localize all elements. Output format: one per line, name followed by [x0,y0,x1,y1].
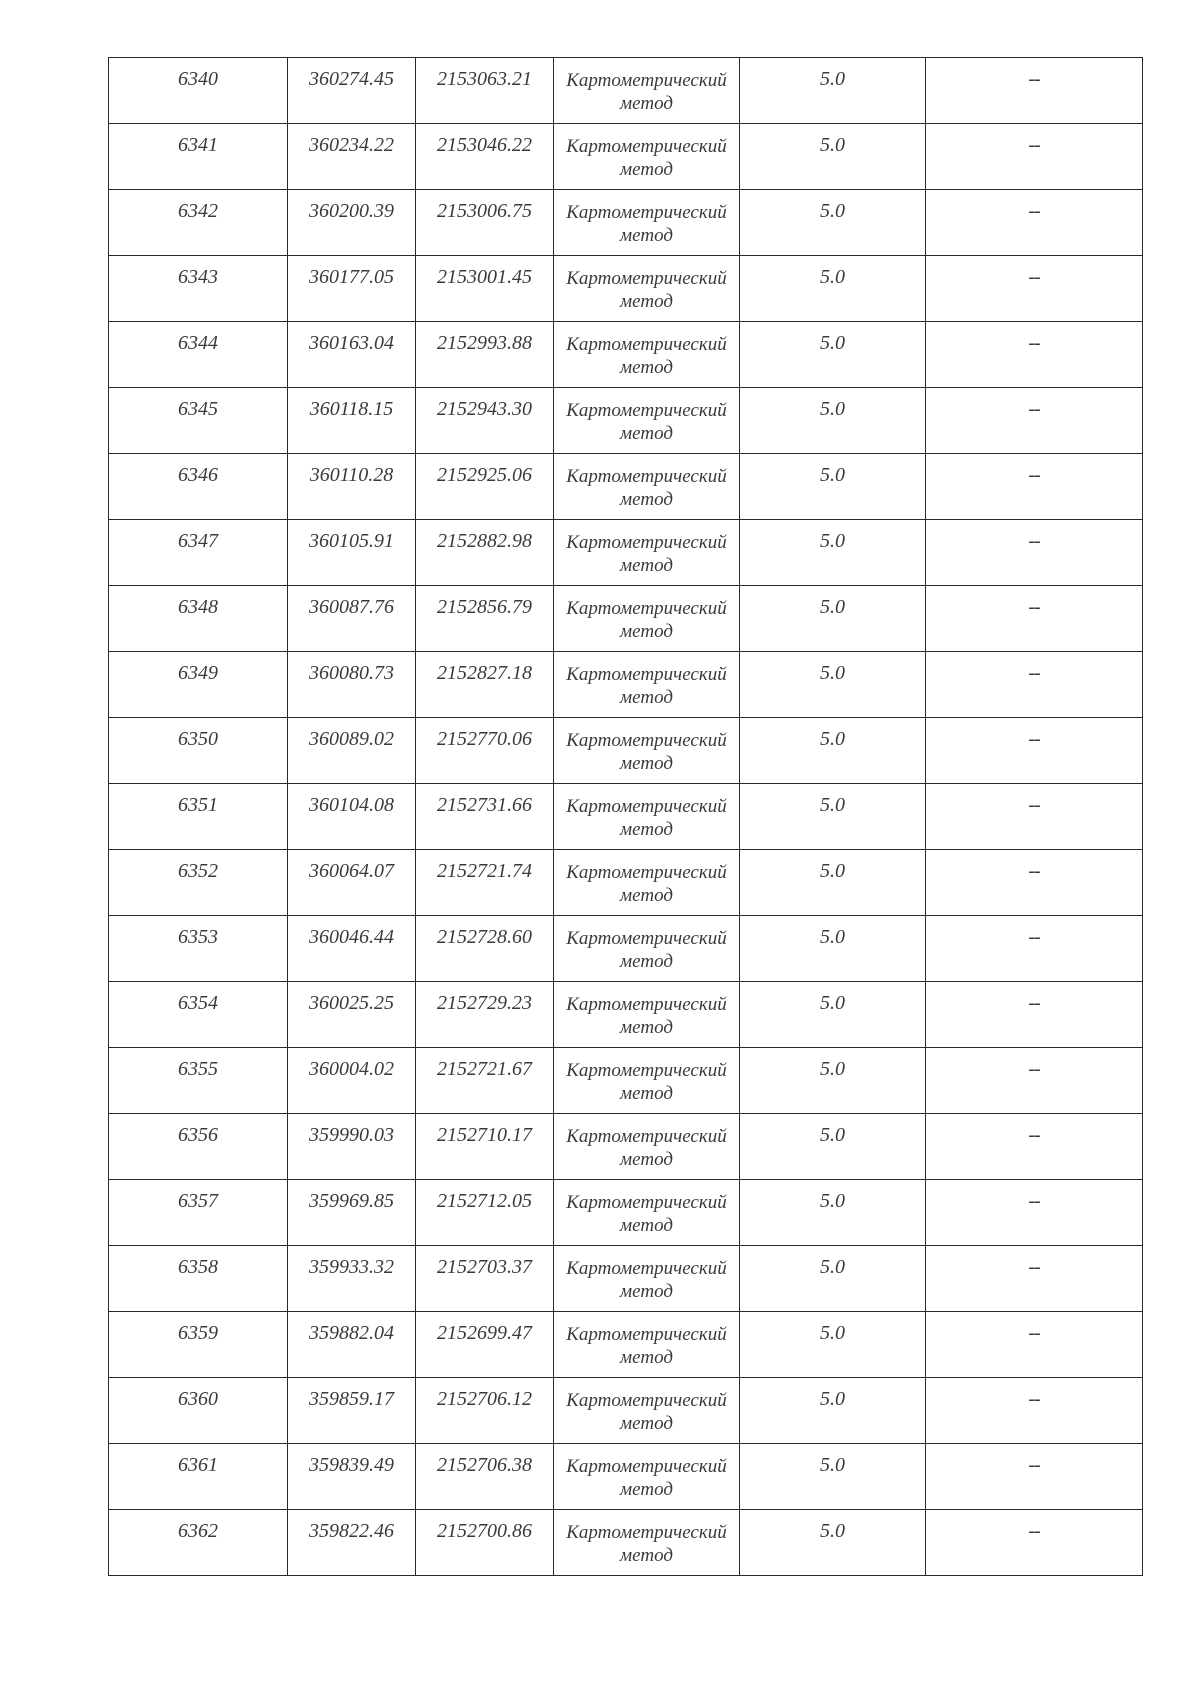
method-line-1: Картометрический [566,1522,727,1543]
method-line-2: метод [620,1347,673,1368]
method-cell [554,1312,740,1378]
note-cell: -- [926,124,1143,190]
point-number-cell: 6355 [109,1048,288,1114]
method-line-2: метод [620,621,673,642]
x-coordinate-cell: 359933.32 [288,1246,416,1312]
table-row [109,256,1143,322]
y-coordinate-cell: 2152721.74 [416,850,554,916]
table-row [109,1444,1143,1510]
note-cell: -- [926,190,1143,256]
method-cell [554,1048,740,1114]
note-cell: -- [926,916,1143,982]
accuracy-cell: 5.0 [740,1246,926,1312]
method-cell [554,916,740,982]
table-row [109,784,1143,850]
coordinates-table [108,57,1143,1576]
x-coordinate-cell: 360025.25 [288,982,416,1048]
point-number-cell: 6343 [109,256,288,322]
y-coordinate-cell: 2152706.38 [416,1444,554,1510]
x-coordinate-cell: 360064.07 [288,850,416,916]
accuracy-cell: 5.0 [740,1444,926,1510]
method-cell [554,190,740,256]
y-coordinate-cell: 2152827.18 [416,652,554,718]
method-line-2: метод [620,225,673,246]
point-number-cell: 6362 [109,1510,288,1576]
method-cell [554,1114,740,1180]
method-cell [554,982,740,1048]
y-coordinate-cell: 2152729.23 [416,982,554,1048]
note-cell: -- [926,1312,1143,1378]
accuracy-cell: 5.0 [740,1048,926,1114]
y-coordinate-cell: 2152731.66 [416,784,554,850]
table-row [109,718,1143,784]
y-coordinate-cell: 2152721.67 [416,1048,554,1114]
point-number-cell: 6360 [109,1378,288,1444]
point-number-cell: 6358 [109,1246,288,1312]
method-line-1: Картометрический [566,796,727,817]
x-coordinate-cell: 359839.49 [288,1444,416,1510]
note-cell: -- [926,652,1143,718]
y-coordinate-cell: 2152856.79 [416,586,554,652]
y-coordinate-cell: 2152712.05 [416,1180,554,1246]
table-row [109,58,1143,124]
y-coordinate-cell: 2152993.88 [416,322,554,388]
method-line-1: Картометрический [566,1324,727,1345]
accuracy-cell: 5.0 [740,256,926,322]
method-cell [554,1246,740,1312]
method-line-1: Картометрический [566,928,727,949]
accuracy-cell: 5.0 [740,1510,926,1576]
method-line-2: метод [620,489,673,510]
accuracy-cell: 5.0 [740,322,926,388]
x-coordinate-cell: 360177.05 [288,256,416,322]
method-line-2: метод [620,687,673,708]
method-line-1: Картометрический [566,136,727,157]
point-number-cell: 6344 [109,322,288,388]
note-cell: -- [926,58,1143,124]
accuracy-cell: 5.0 [740,58,926,124]
point-number-cell: 6353 [109,916,288,982]
accuracy-cell: 5.0 [740,1180,926,1246]
method-line-1: Картометрический [566,1258,727,1279]
method-cell [554,454,740,520]
point-number-cell: 6351 [109,784,288,850]
table-row [109,1246,1143,1312]
method-line-2: метод [620,819,673,840]
y-coordinate-cell: 2152882.98 [416,520,554,586]
x-coordinate-cell: 360080.73 [288,652,416,718]
method-cell [554,124,740,190]
method-line-1: Картометрический [566,268,727,289]
note-cell: -- [926,718,1143,784]
accuracy-cell: 5.0 [740,652,926,718]
method-line-1: Картометрический [566,1126,727,1147]
method-line-2: метод [620,951,673,972]
method-line-1: Картометрический [566,400,727,421]
method-cell [554,256,740,322]
method-line-1: Картометрический [566,1390,727,1411]
note-cell: -- [926,1114,1143,1180]
method-line-2: метод [620,753,673,774]
method-line-2: метод [620,1545,673,1566]
note-cell: -- [926,388,1143,454]
point-number-cell: 6349 [109,652,288,718]
method-line-2: метод [620,555,673,576]
note-cell: -- [926,322,1143,388]
y-coordinate-cell: 2153001.45 [416,256,554,322]
x-coordinate-cell: 359990.03 [288,1114,416,1180]
x-coordinate-cell: 359969.85 [288,1180,416,1246]
method-cell [554,1510,740,1576]
table-row [109,388,1143,454]
y-coordinate-cell: 2152710.17 [416,1114,554,1180]
method-line-2: метод [620,1017,673,1038]
method-line-1: Картометрический [566,532,727,553]
method-cell [554,586,740,652]
point-number-cell: 6356 [109,1114,288,1180]
note-cell: -- [926,982,1143,1048]
note-cell: -- [926,520,1143,586]
method-line-2: метод [620,357,673,378]
x-coordinate-cell: 360087.76 [288,586,416,652]
point-number-cell: 6347 [109,520,288,586]
table-row [109,982,1143,1048]
method-line-2: метод [620,885,673,906]
accuracy-cell: 5.0 [740,520,926,586]
method-line-2: метод [620,291,673,312]
table-row [109,520,1143,586]
method-line-1: Картометрический [566,598,727,619]
method-cell [554,652,740,718]
method-cell [554,58,740,124]
method-line-1: Картометрический [566,1456,727,1477]
table-row [109,190,1143,256]
x-coordinate-cell: 359822.46 [288,1510,416,1576]
y-coordinate-cell: 2152700.86 [416,1510,554,1576]
method-line-2: метод [620,1479,673,1500]
y-coordinate-cell: 2153006.75 [416,190,554,256]
point-number-cell: 6357 [109,1180,288,1246]
method-line-1: Картометрический [566,1060,727,1081]
accuracy-cell: 5.0 [740,982,926,1048]
point-number-cell: 6350 [109,718,288,784]
method-line-2: метод [620,1281,673,1302]
table-row [109,454,1143,520]
method-cell [554,520,740,586]
method-line-2: метод [620,93,673,114]
accuracy-cell: 5.0 [740,784,926,850]
method-cell [554,850,740,916]
y-coordinate-cell: 2152703.37 [416,1246,554,1312]
method-line-1: Картометрический [566,664,727,685]
note-cell: -- [926,1246,1143,1312]
method-cell [554,388,740,454]
note-cell: -- [926,850,1143,916]
x-coordinate-cell: 360104.08 [288,784,416,850]
method-line-2: метод [620,1413,673,1434]
note-cell: -- [926,454,1143,520]
point-number-cell: 6345 [109,388,288,454]
method-cell [554,1444,740,1510]
method-line-1: Картометрический [566,862,727,883]
method-cell [554,1378,740,1444]
accuracy-cell: 5.0 [740,454,926,520]
y-coordinate-cell: 2153046.22 [416,124,554,190]
accuracy-cell: 5.0 [740,388,926,454]
x-coordinate-cell: 360118.15 [288,388,416,454]
note-cell: -- [926,256,1143,322]
table-row [109,916,1143,982]
method-line-2: метод [620,1083,673,1104]
accuracy-cell: 5.0 [740,850,926,916]
table-row [109,1378,1143,1444]
x-coordinate-cell: 360089.02 [288,718,416,784]
method-line-1: Картометрический [566,202,727,223]
table-row [109,124,1143,190]
method-line-2: метод [620,423,673,444]
y-coordinate-cell: 2153063.21 [416,58,554,124]
method-cell [554,1180,740,1246]
method-cell [554,784,740,850]
accuracy-cell: 5.0 [740,1378,926,1444]
table-row [109,586,1143,652]
accuracy-cell: 5.0 [740,916,926,982]
table-row [109,1312,1143,1378]
table-row [109,1114,1143,1180]
x-coordinate-cell: 360110.28 [288,454,416,520]
method-line-1: Картометрический [566,466,727,487]
note-cell: -- [926,1180,1143,1246]
x-coordinate-cell: 360274.45 [288,58,416,124]
x-coordinate-cell: 360105.91 [288,520,416,586]
point-number-cell: 6342 [109,190,288,256]
table-row [109,1048,1143,1114]
x-coordinate-cell: 360200.39 [288,190,416,256]
table-row [109,1510,1143,1576]
accuracy-cell: 5.0 [740,1312,926,1378]
point-number-cell: 6340 [109,58,288,124]
method-line-2: метод [620,159,673,180]
accuracy-cell: 5.0 [740,586,926,652]
point-number-cell: 6361 [109,1444,288,1510]
method-line-1: Картометрический [566,1192,727,1213]
method-cell [554,718,740,784]
point-number-cell: 6352 [109,850,288,916]
x-coordinate-cell: 360004.02 [288,1048,416,1114]
y-coordinate-cell: 2152770.06 [416,718,554,784]
table-row [109,1180,1143,1246]
note-cell: -- [926,784,1143,850]
table-row [109,850,1143,916]
accuracy-cell: 5.0 [740,1114,926,1180]
method-line-1: Картометрический [566,70,727,91]
y-coordinate-cell: 2152699.47 [416,1312,554,1378]
point-number-cell: 6346 [109,454,288,520]
note-cell: -- [926,1510,1143,1576]
point-number-cell: 6341 [109,124,288,190]
table-row [109,652,1143,718]
x-coordinate-cell: 360046.44 [288,916,416,982]
coordinates-table-body [109,58,1143,1576]
x-coordinate-cell: 360163.04 [288,322,416,388]
note-cell: -- [926,586,1143,652]
point-number-cell: 6359 [109,1312,288,1378]
method-cell [554,322,740,388]
method-line-2: метод [620,1215,673,1236]
method-line-1: Картометрический [566,334,727,355]
note-cell: -- [926,1444,1143,1510]
y-coordinate-cell: 2152943.30 [416,388,554,454]
point-number-cell: 6354 [109,982,288,1048]
accuracy-cell: 5.0 [740,190,926,256]
accuracy-cell: 5.0 [740,124,926,190]
method-line-1: Картометрический [566,730,727,751]
note-cell: -- [926,1048,1143,1114]
method-line-1: Картометрический [566,994,727,1015]
y-coordinate-cell: 2152925.06 [416,454,554,520]
x-coordinate-cell: 359859.17 [288,1378,416,1444]
x-coordinate-cell: 359882.04 [288,1312,416,1378]
point-number-cell: 6348 [109,586,288,652]
method-line-2: метод [620,1149,673,1170]
x-coordinate-cell: 360234.22 [288,124,416,190]
note-cell: -- [926,1378,1143,1444]
table-row [109,322,1143,388]
y-coordinate-cell: 2152706.12 [416,1378,554,1444]
y-coordinate-cell: 2152728.60 [416,916,554,982]
accuracy-cell: 5.0 [740,718,926,784]
